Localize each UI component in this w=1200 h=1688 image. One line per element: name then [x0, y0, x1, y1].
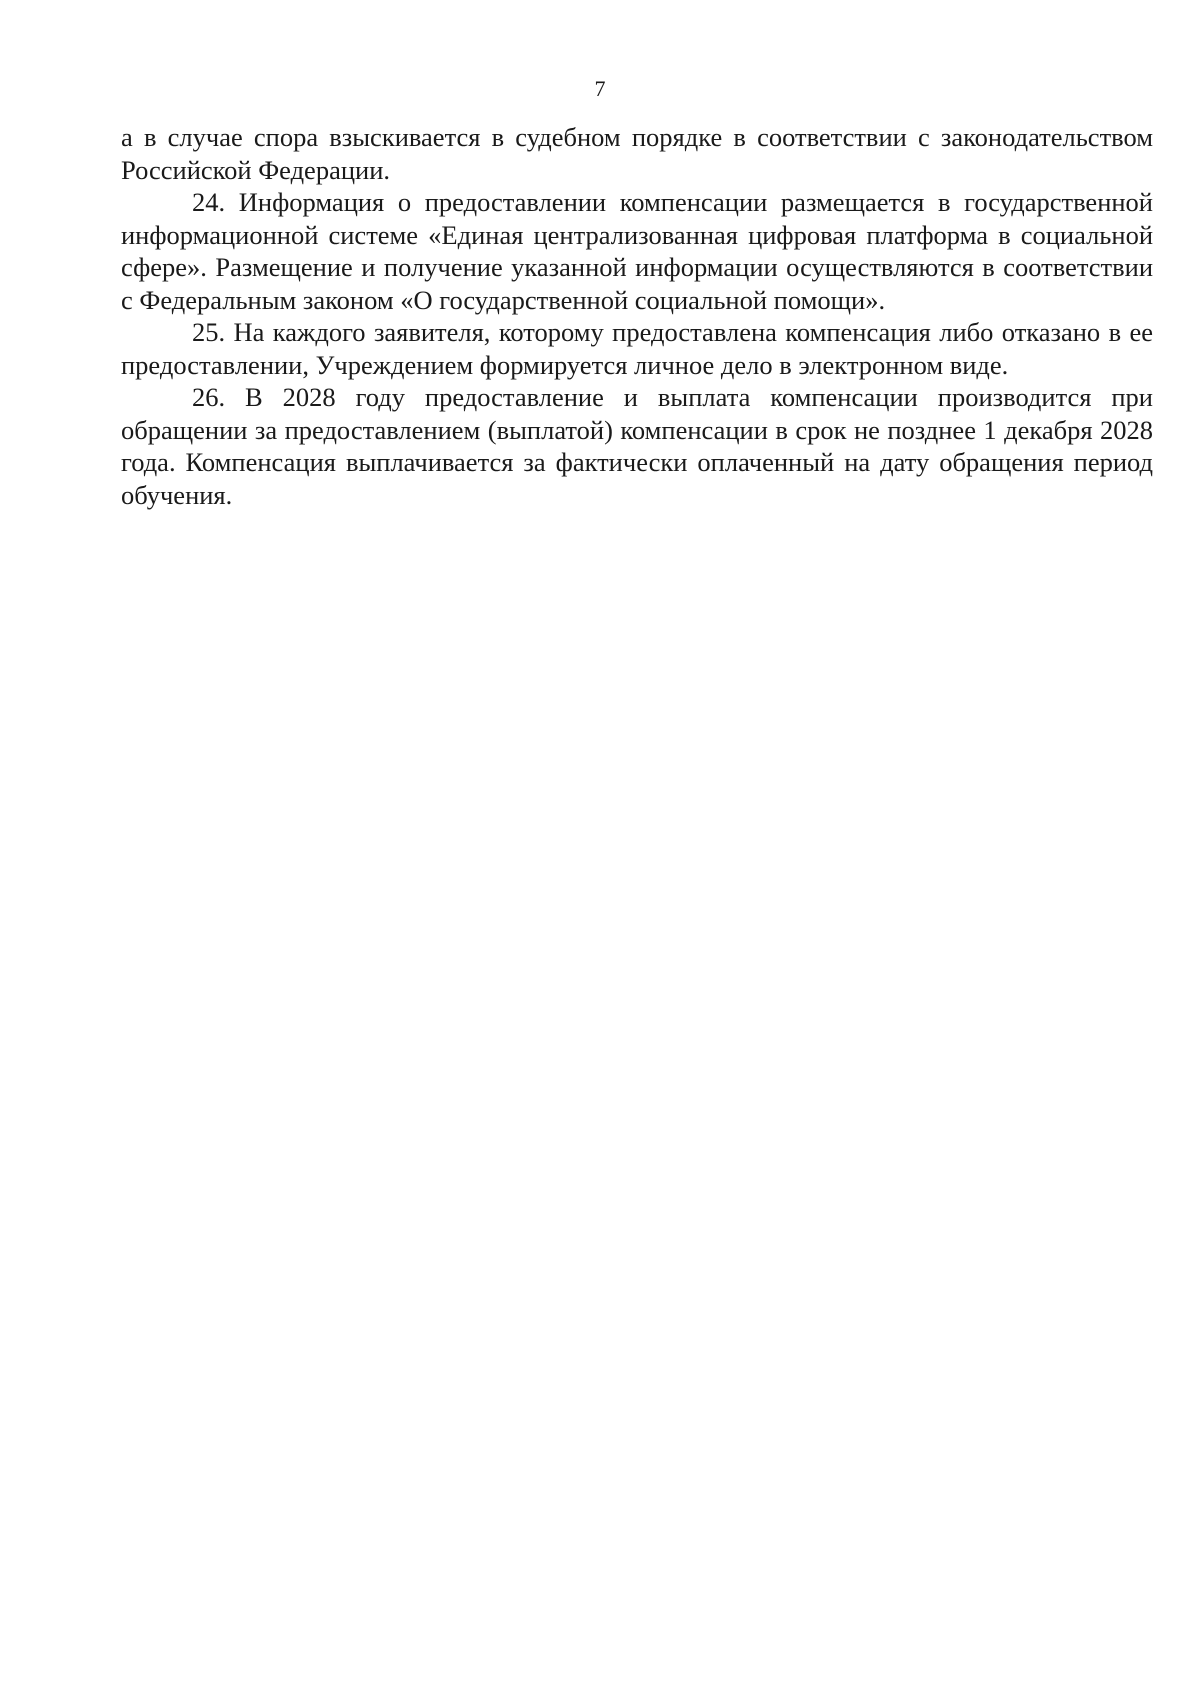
- paragraph-continuation: а в случае спора взыскивается в судебном порядке в соответствии с законодательством Российской Федерации.: [121, 122, 1153, 185]
- document-body: [121, 121, 1153, 511]
- page-number: 7: [594, 76, 606, 101]
- paragraph-25: 25. На каждого заявителя, которому предоставлена компенсация либо отказано в ее предоставлении, Учреждением формируется личное дело в электронном виде.: [121, 317, 1153, 380]
- paragraph-24: 24. Информация о предоставлении компенсации размещается в государственной информационной системе «Единая централизованная цифровая платформа в социальной сфере». Размещение и получение указанной информации осуществляются в соответствии с Федеральным законом «О государственной социальной помощи».: [121, 187, 1153, 315]
- paragraph-26: 26. В 2028 году предоставление и выплата компенсации производится при обращении за предоставлением (выплатой) компенсации в срок не позднее 1 декабря 2028 года. Компенсация выплачивается за фактически оплаченный на дату обращения период обучения.: [121, 382, 1153, 510]
